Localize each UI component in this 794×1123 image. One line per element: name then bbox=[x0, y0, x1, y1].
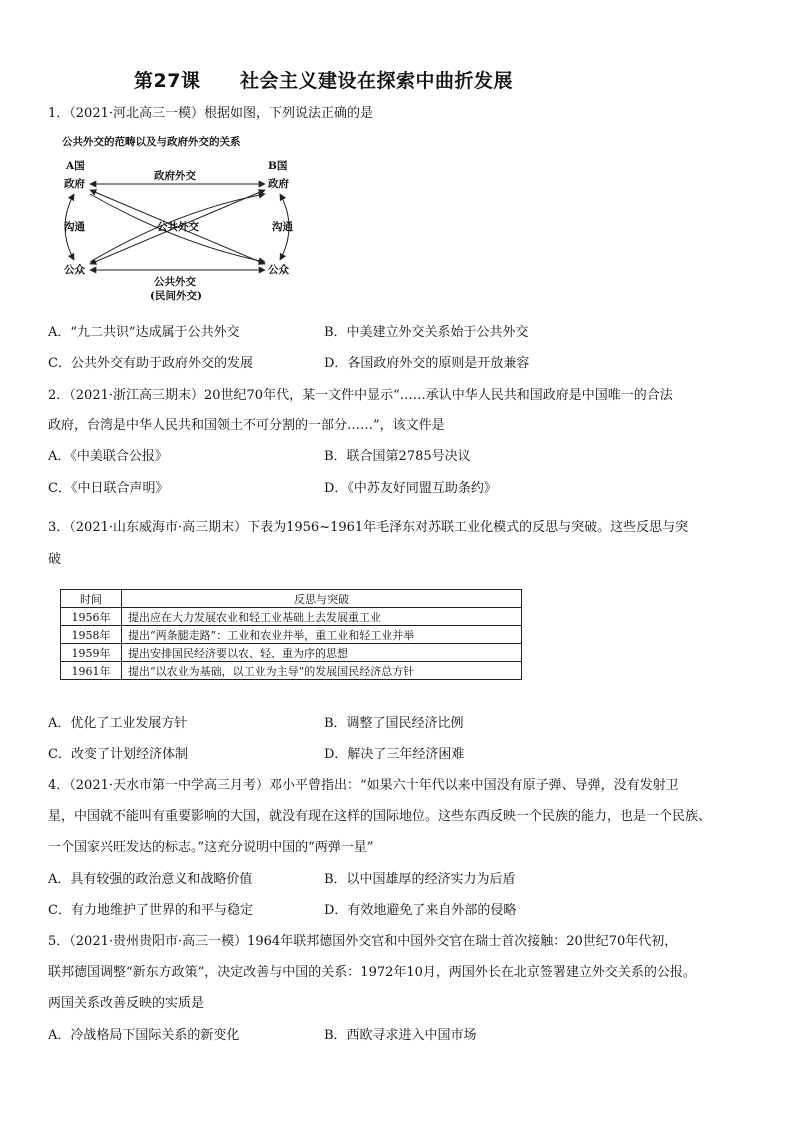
question-2-stem-line-2: 政府，台湾是中华人民共和国领土不可分割的一部分……”，该文件是 bbox=[48, 418, 445, 433]
question-3-option-b[interactable]: B．调整了国民经济比例 bbox=[324, 716, 464, 731]
country-a-label: A国 bbox=[66, 160, 85, 172]
question-4-stem-line-2: 星，中国就不能叫有重要影响的大国，就没有现在这样的国际地位。这些东西反映一个民族的能力，也是一个民族、 bbox=[48, 809, 712, 824]
question-1-option-a[interactable]: A．“九二共识”达成属于公共外交 bbox=[48, 325, 240, 340]
question-2-option-d[interactable]: D．《中苏友好同盟互助条约》 bbox=[324, 481, 497, 496]
question-2-option-c[interactable]: C．《中日联合声明》 bbox=[48, 481, 169, 496]
question-2-option-a[interactable]: A．《中美联合公报》 bbox=[48, 449, 168, 464]
table-cell-content: 提出安排国民经济要以农、轻、重为序的思想 bbox=[122, 644, 522, 662]
public-diplomacy-diagram bbox=[60, 132, 320, 312]
question-4-stem-line-3: 一个国家兴旺发达的标志。”这充分说明中国的“两弹一星” bbox=[48, 840, 374, 855]
table-row bbox=[61, 644, 522, 662]
question-3-option-a[interactable]: A．优化了工业发展方针 bbox=[48, 716, 188, 731]
gov-right-label: 政府 bbox=[268, 178, 289, 190]
top-arrow-label: 政府外交 bbox=[154, 170, 196, 182]
bottom-arrow-sublabel: (民间外交) bbox=[150, 290, 202, 302]
reflection-table bbox=[60, 589, 522, 680]
lesson-title: 社会主义建设在探索中曲折发展 bbox=[240, 70, 514, 92]
question-4-option-c[interactable]: C．有力地维护了世界的和平与稳定 bbox=[48, 903, 253, 918]
table-header-time: 时间 bbox=[61, 590, 122, 608]
table-cell-content: 提出“以农业为基础，以工业为主导”的发展国民经济总方针 bbox=[122, 662, 522, 680]
question-5-stem-line-1: 5．（2021·贵州贵阳市·高三一模）1964年联邦德国外交官和中国外交官在瑞士首次接触：20世纪70年代初， bbox=[48, 934, 678, 949]
table-cell-year: 1961年 bbox=[61, 662, 122, 680]
gov-left-label: 政府 bbox=[64, 178, 85, 190]
question-1-stem: 1．（2021·河北高三一模）根据如图，下列说法正确的是 bbox=[48, 106, 373, 121]
question-4-option-b[interactable]: B．以中国雄厚的经济实力为后盾 bbox=[324, 872, 516, 887]
country-b-label: B国 bbox=[268, 160, 288, 172]
question-3-stem-line-1: 3．（2021·山东威海市·高三期末）下表为1956~1961年毛泽东对苏联工业化模式的反思与突破。这些反思与突 bbox=[48, 520, 689, 535]
bottom-arrow-label: 公共外交 bbox=[154, 276, 196, 288]
question-2-option-b[interactable]: B．联合国第2785号决议 bbox=[324, 449, 471, 464]
question-3-option-c[interactable]: C．改变了计划经济体制 bbox=[48, 747, 188, 762]
question-3-stem-line-2: 破 bbox=[48, 552, 62, 567]
question-2-stem-line-1: 2．（2021·浙江高三期末）20世纪70年代，某一文件中显示“……承认中华人民共和国政府是中国唯一的合法 bbox=[48, 388, 673, 403]
table-cell-content: 提出“两条腿走路”：工业和农业并举，重工业和轻工业并举 bbox=[122, 626, 522, 644]
comm-left-label: 沟通 bbox=[64, 221, 85, 233]
question-4-option-a[interactable]: A．具有较强的政治意义和战略价值 bbox=[48, 872, 253, 887]
table-row bbox=[61, 608, 522, 626]
question-4-option-d[interactable]: D．有效地避免了来自外部的侵略 bbox=[324, 903, 517, 918]
question-1-option-b[interactable]: B．中美建立外交关系始于公共外交 bbox=[324, 325, 529, 340]
table-cell-year: 1959年 bbox=[61, 644, 122, 662]
table-row bbox=[61, 626, 522, 644]
question-5-stem-line-2: 联邦德国调整“新东方政策”，决定改善与中国的关系：1972年10月，两国外长在北京签署建立外交关系的公报。 bbox=[48, 965, 696, 980]
lesson-number: 第27课 bbox=[134, 70, 201, 92]
public-right-label: 公众 bbox=[268, 264, 289, 276]
question-5-stem-line-3: 两国关系改善反映的实质是 bbox=[48, 996, 205, 1011]
question-1-option-c[interactable]: C．公共外交有助于政府外交的发展 bbox=[48, 356, 253, 371]
table-cell-year: 1958年 bbox=[61, 626, 122, 644]
table-header-row bbox=[61, 590, 522, 608]
question-3-option-d[interactable]: D．解决了三年经济困难 bbox=[324, 747, 465, 762]
question-5-option-b[interactable]: B．西欧寻求进入中国市场 bbox=[324, 1028, 477, 1043]
table-row bbox=[61, 662, 522, 680]
diagram-title: 公共外交的范畴以及与政府外交的关系 bbox=[62, 136, 241, 148]
center-label: 公共外交 bbox=[157, 221, 199, 233]
question-4-stem-line-1: 4．（2021·天水市第一中学高三月考）邓小平曾指出：“如果六十年代以来中国没有原子弹、导弹，没有发射卫 bbox=[48, 778, 679, 793]
table-header-content: 反思与突破 bbox=[122, 590, 522, 608]
comm-right-label: 沟通 bbox=[272, 221, 293, 233]
table-cell-year: 1956年 bbox=[61, 608, 122, 626]
table-cell-content: 提出应在大力发展农业和轻工业基础上去发展重工业 bbox=[122, 608, 522, 626]
question-5-option-a[interactable]: A．冷战格局下国际关系的新变化 bbox=[48, 1028, 240, 1043]
public-left-label: 公众 bbox=[64, 264, 85, 276]
question-1-option-d[interactable]: D．各国政府外交的原则是开放兼容 bbox=[324, 356, 530, 371]
